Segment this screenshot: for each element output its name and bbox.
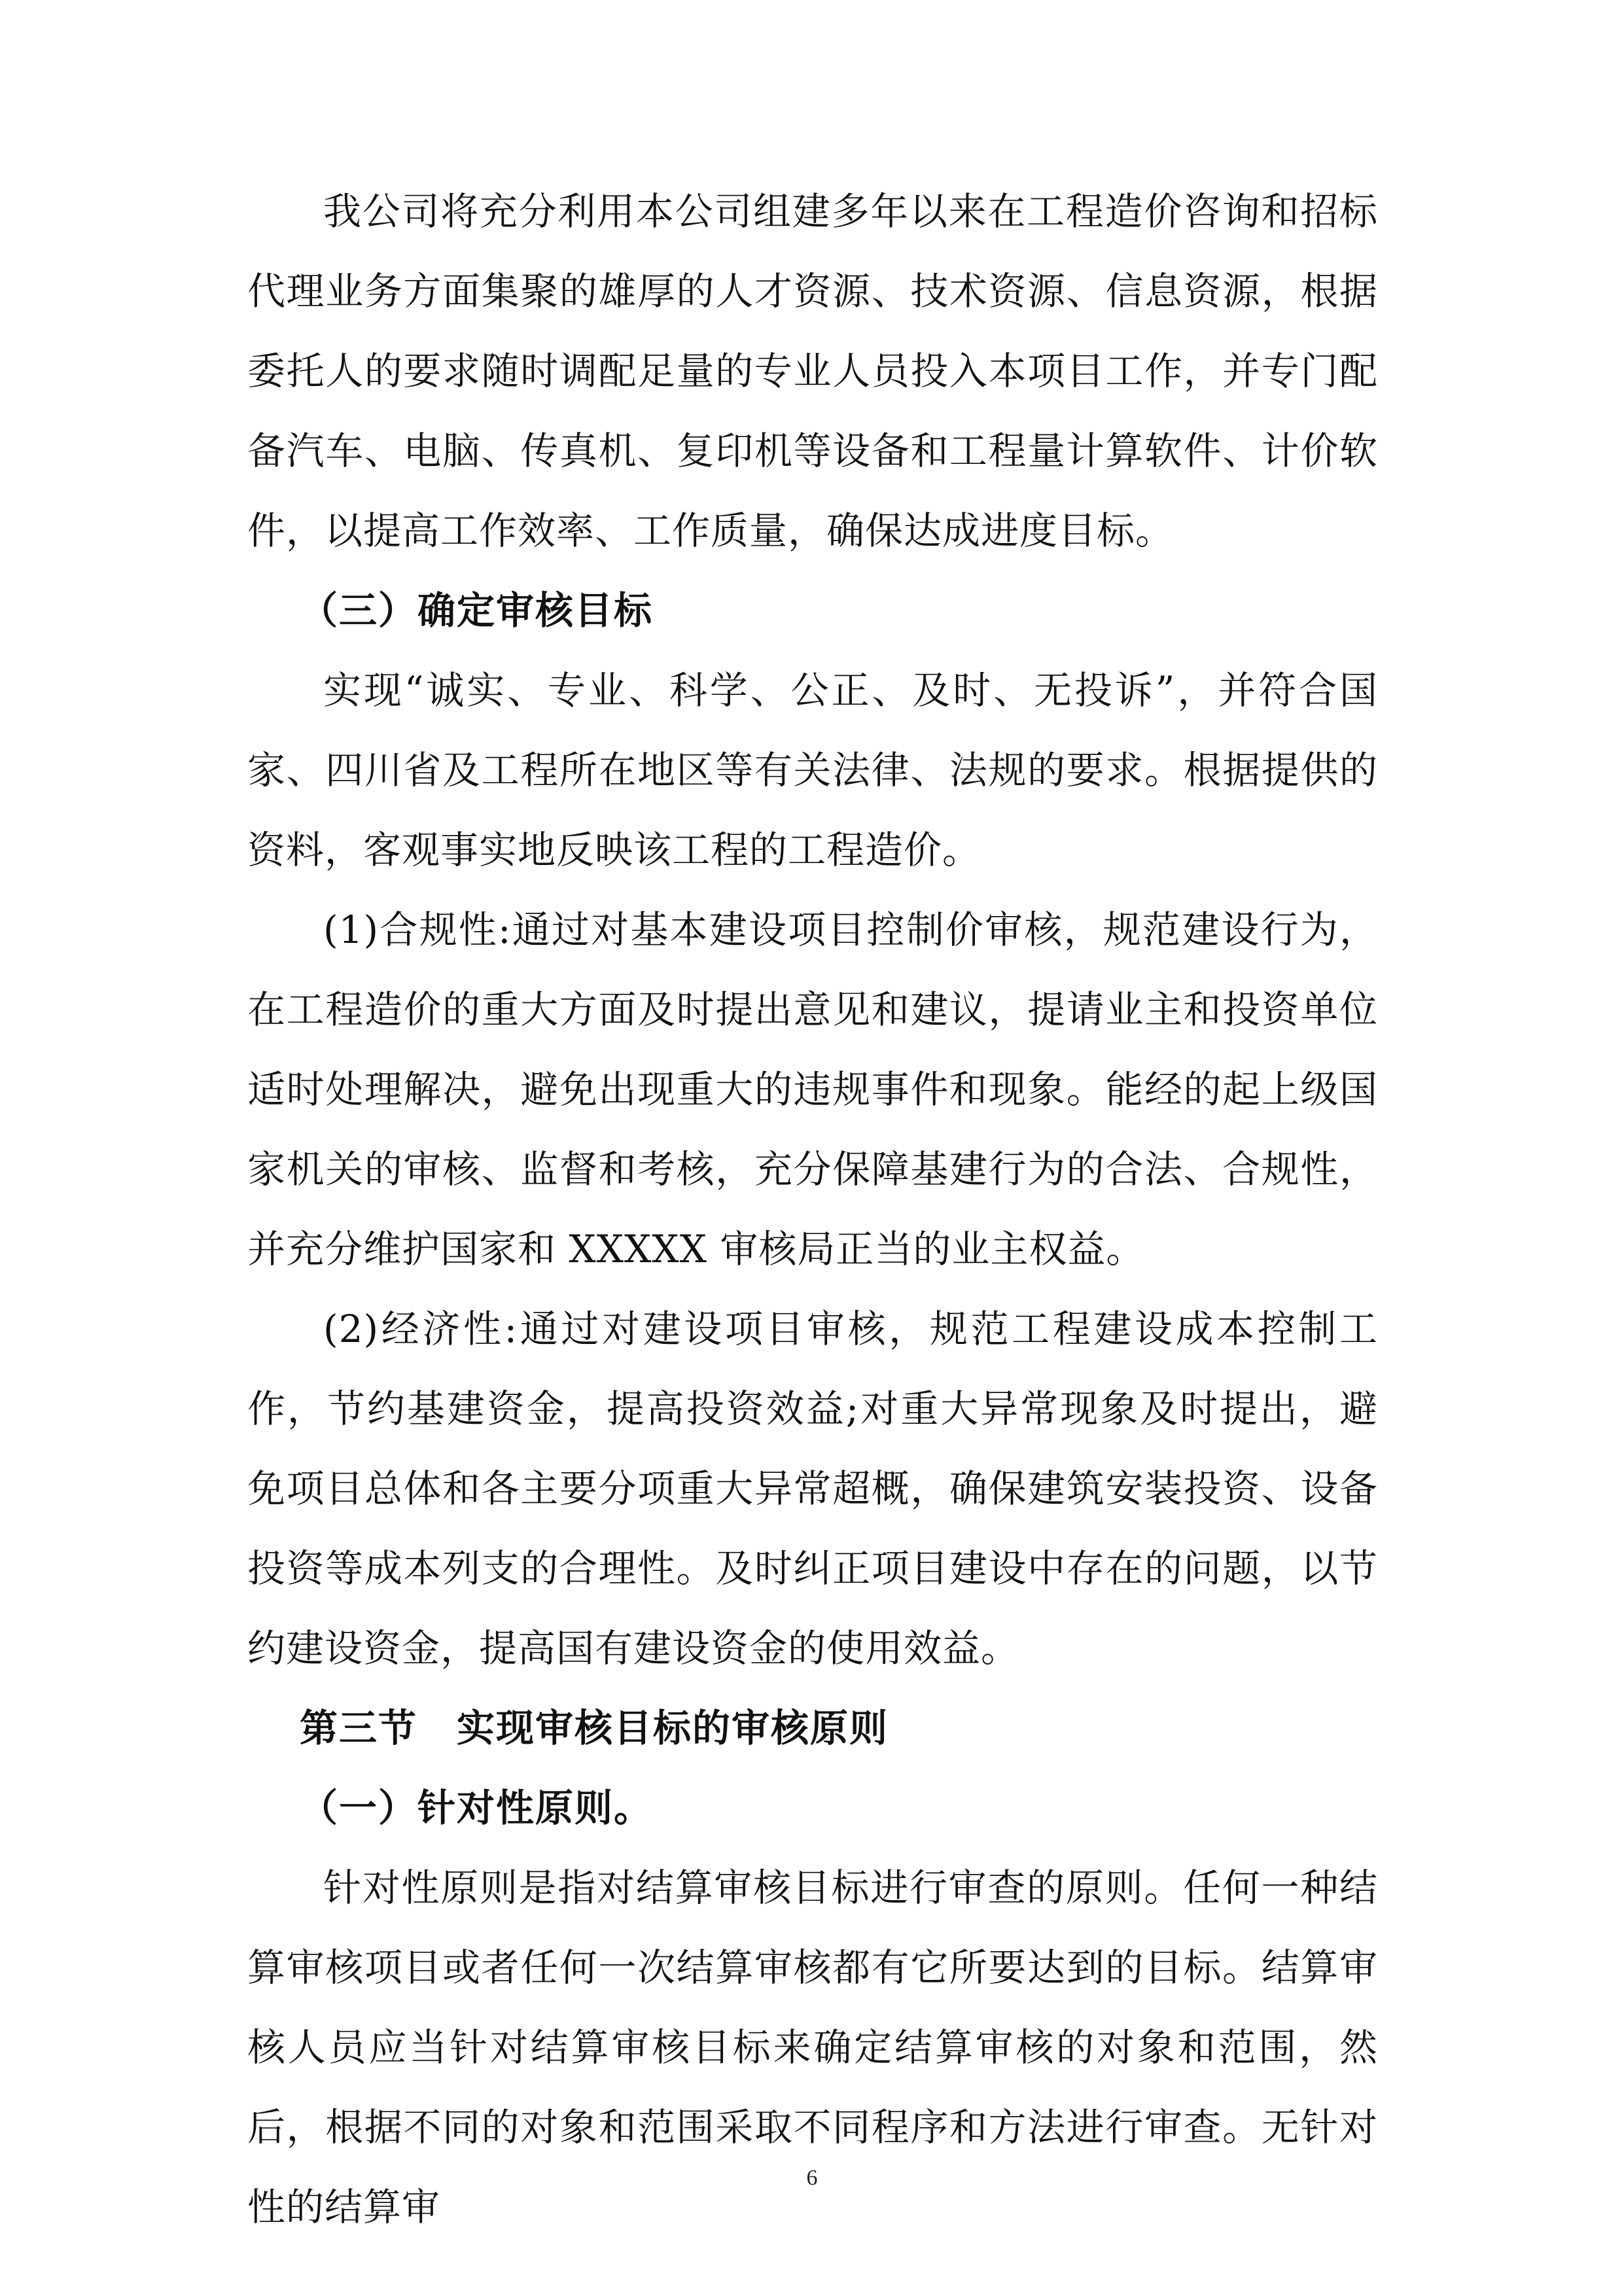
document-body — [247, 171, 1378, 2247]
heading-audit-goal: （三）确定审核目标 — [300, 588, 654, 633]
paragraph-compliance: (1)合规性:通过对基本建设项目控制价审核，规范建设行为，在工程造价的重大方面及时提出意见和建议，提请业主和投资单位适时处理解决，避免出现重大的违规事件和现象。能经的起上级国家机关的审核、监督和考核，充分保障基建行为的合法、合规性，并充分维护国家和 XXXXX 审核局正当的业主权益。 — [247, 908, 1378, 1271]
paragraph-resources: 我公司将充分利用本公司组建多年以来在工程造价咨询和招标代理业务方面集聚的雄厚的人才资源、技术资源、信息资源，根据委托人的要求随时调配足量的专业人员投入本项目工作，并专门配备汽车、电脑、传真机、复印机等设备和工程量计算软件、计价软件，以提高工作效率、工作质量，确保达成进度目标。 — [247, 189, 1378, 553]
heading-targeting-principle: （一）针对性原则。 — [300, 1786, 654, 1830]
paragraph-goal-intro: 实现“诚实、专业、科学、公正、及时、无投诉”，并符合国家、四川省及工程所在地区等有关法律、法规的要求。根据提供的资料，客观事实地反映该工程的工程造价。 — [247, 668, 1378, 872]
section-title: 第三节 实现审核目标的审核原则 — [300, 1706, 889, 1750]
paragraph-targeting-principle: 针对性原则是指对结算审核目标进行审查的原则。任何一种结算审核项目或者任何一次结算审核都有它所要达到的目标。结算审核人员应当针对结算审核目标来确定结算审核的对象和范围，然后，根据不同的对象和范围采取不同程序和方法进行审查。无针对性的结算审 — [247, 1865, 1378, 2229]
paragraph-economy: (2)经济性:通过对建设项目审核，规范工程建设成本控制工作，节约基建资金，提高投资效益;对重大异常现象及时提出，避免项目总体和各主要分项重大异常超概，确保建筑安装投资、设备投资等成本列支的合理性。及时纠正项目建设中存在的问题，以节约建设资金，提高国有建设资金的使用效益。 — [247, 1307, 1378, 1670]
page-number: 6 — [806, 2166, 818, 2190]
